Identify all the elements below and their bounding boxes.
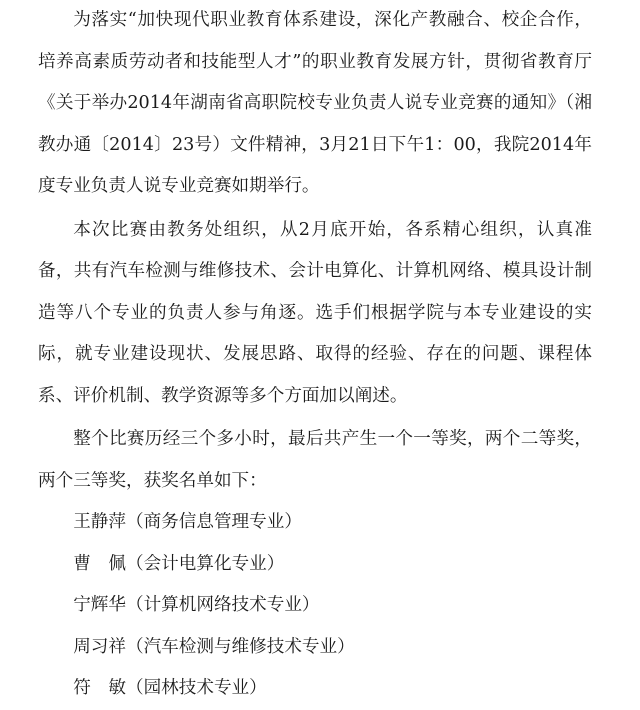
winner-list <box>38 502 592 710</box>
winner-item: 符 敏（园林技术专业） <box>73 678 267 698</box>
winner-item: 宁辉华（计算机网络技术专业） <box>73 595 320 615</box>
paragraph-intro: 为落实“加快现代职业教育体系建设，深化产教融合、校企合作，培养高素质劳动者和技能型人才”的职业教育发展方针，贯彻省教育厅《关于举办2014年湖南省高职院校专业负责人说专业竞赛的通知》（湘教办通〔2014〕23号）文件精神，3月21日下午1：00，我院2014年度专业负责人说专业竞赛如期举行。 <box>38 10 592 196</box>
winner-item: 曹 佩（会计电算化专业） <box>73 553 285 574</box>
winner-item: 周习祥（汽车检测与维修技术专业） <box>73 636 355 657</box>
paragraph-competition: 本次比赛由教务处组织，从2月底开始，各系精心组织，认真准备，共有汽车检测与维修技术、会计电算化、计算机网络、模具设计制造等八个专业的负责人参与角逐。选手们根据学院与本专业建设的实际，就专业建设现状、发展思路、取得的经验、存在的问题、课程体系、评价机制、教学资源等多个方面加以阐述。 <box>38 219 592 406</box>
document-body <box>38 0 592 710</box>
winner-item: 王静萍（商务信息管理专业） <box>73 512 302 532</box>
paragraph-results: 整个比赛历经三个多小时，最后共产生一个一等奖，两个二等奖，两个三等奖，获奖名单如下： <box>38 429 592 491</box>
